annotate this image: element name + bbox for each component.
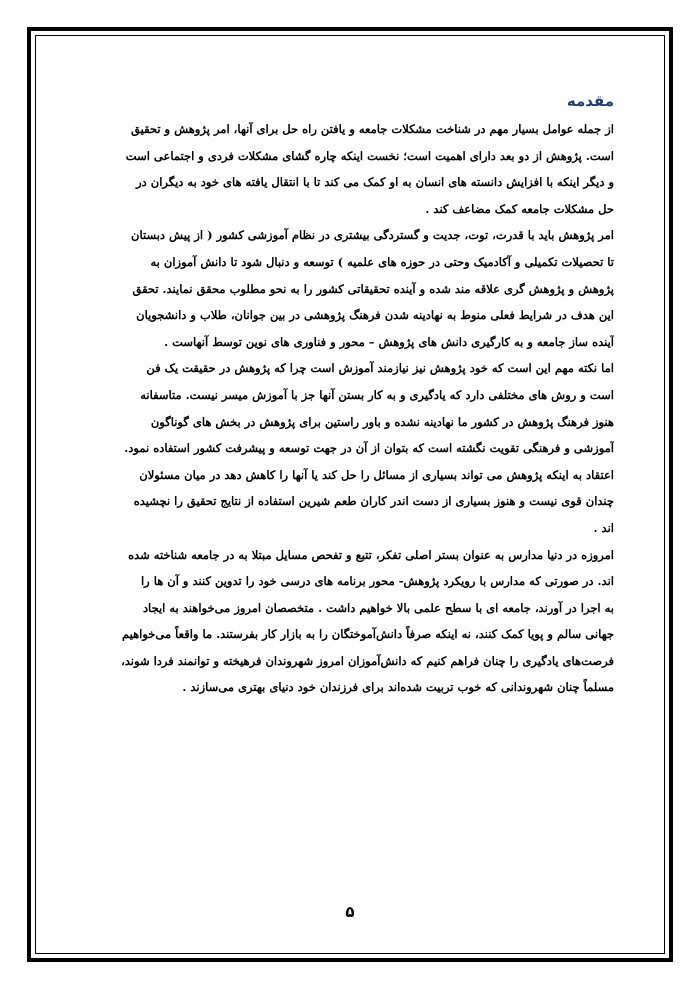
text-line: حل مشکلات جامعه کمک مضاعف کند .: [425, 201, 614, 216]
text-line: تا تحصیلات تکمیلی و آکادمیک وحتی در حوزه های علمیه ) توسعه و دنبال شود تا دانش آموزان به: [150, 254, 614, 269]
document-body: [84, 88, 614, 701]
text-line: اما نکته مهم این است که خود پژوهش نیز نیازمند آموزش است چرا که پژوهش در حقیقت یک فن: [146, 361, 614, 376]
text-line: است. پژوهش از دو بعد دارای اهمیت است؛ نخست اینکه چاره گشای مشکلات فردی و اجتماعی است: [125, 148, 614, 163]
text-line: آموزشی و فرهنگی تقویت نگشته است که بتوان از آن در جهت توسعه و پیشرفت کشور استفاده نمود.: [124, 441, 614, 456]
paragraph: [84, 222, 614, 355]
text-line: جهانی سالم و پویا کمک کنند، نه اینکه صرفاً دانش‌آموختگان را به بازار کار بفرستند. ما واقعاً می‌خواهیم: [121, 627, 614, 642]
section-title: مقدمه: [566, 92, 614, 110]
text-line: به اجرا در آورند، جامعه ای با سطح علمی بالا خواهیم داشت . متخصصان امروز می‌خواهند به ایجاد: [142, 600, 614, 615]
paragraph: [84, 116, 614, 222]
text-line: چندان قوی نیست و هنوز بسیاری از دست اندر کاران طعم شیرین استفاده از نتایج تحقیق را نچشیده: [133, 494, 614, 509]
text-line: است و روش های مختلفی دارد که یادگیری و به کار بستن آنها جز با آموزش میسر نیست. متاسفانه: [140, 387, 614, 402]
page-number: ۵: [345, 903, 355, 921]
text-line: اعتقاد به اینکه پژوهش می تواند بسیاری از مسائل را حل کند یا آنها را کاهش دهد در میان مسئولان: [139, 467, 614, 482]
paragraph-container: [84, 116, 614, 701]
paragraph: [84, 542, 614, 702]
text-line: اند. در صورتی که مدارس با رویکرد پژوهش- محور برنامه های درسی خود را تدوین کنند و آن ها را: [140, 574, 614, 589]
text-line: و دیگر اینکه با افزایش دانسته های انسان به او کمک می کند تا با انتقال یافته های خود به دیگران در: [136, 175, 614, 190]
text-line: از جمله عوامل بسیار مهم در شناخت مشکلات جامعه و یافتن راه حل برای آنها، امر پژوهش و تحقیق: [131, 122, 614, 136]
text-line: اند .: [593, 520, 614, 535]
paragraph: [84, 355, 614, 541]
text-line: پژوهش و پژوهش گری علاقه مند شده و آینده تحقیقاتی کشور را به نحو مطلوب محقق نمایند. تحقق: [132, 281, 614, 296]
text-line: امر پژوهش باید با قدرت، توت، جدیت و گستردگی بیشتری در نظام آموزشی کشور ( از پیش دبستان: [131, 228, 614, 243]
text-line: مسلماً چنان شهروندانی که خوب تربیت شده‌اند برای فرزندان خود دنیای بهتری می‌سازند .: [182, 680, 614, 695]
text-line: آینده ساز جامعه و به کارگیری دانش های پژوهش – محور و فناوری های نوین توسط آنهاست .: [164, 334, 614, 349]
text-line: امروزه در دنیا مدارس به عنوان بستر اصلی تفکر، تتبع و تفحص مسایل مبتلا به در جامعه شناخته شده: [128, 547, 614, 562]
text-line: این هدف در شرایط فعلی منوط به نهادینه شدن فرهنگ پژوهشی در بین جوانان، طلاب و دانشجویان: [136, 308, 614, 323]
text-line: هنوز فرهنگ پژوهش در کشور ما نهادینه نشده و باور راستین برای پژوهش در بخش های گوناگون: [150, 414, 614, 429]
text-line: فرصت‌های یادگیری را چنان فراهم کنیم که دانش‌آموزان امروز شهروندان فرهیخته و توانمند فردا شوند،: [121, 653, 614, 668]
